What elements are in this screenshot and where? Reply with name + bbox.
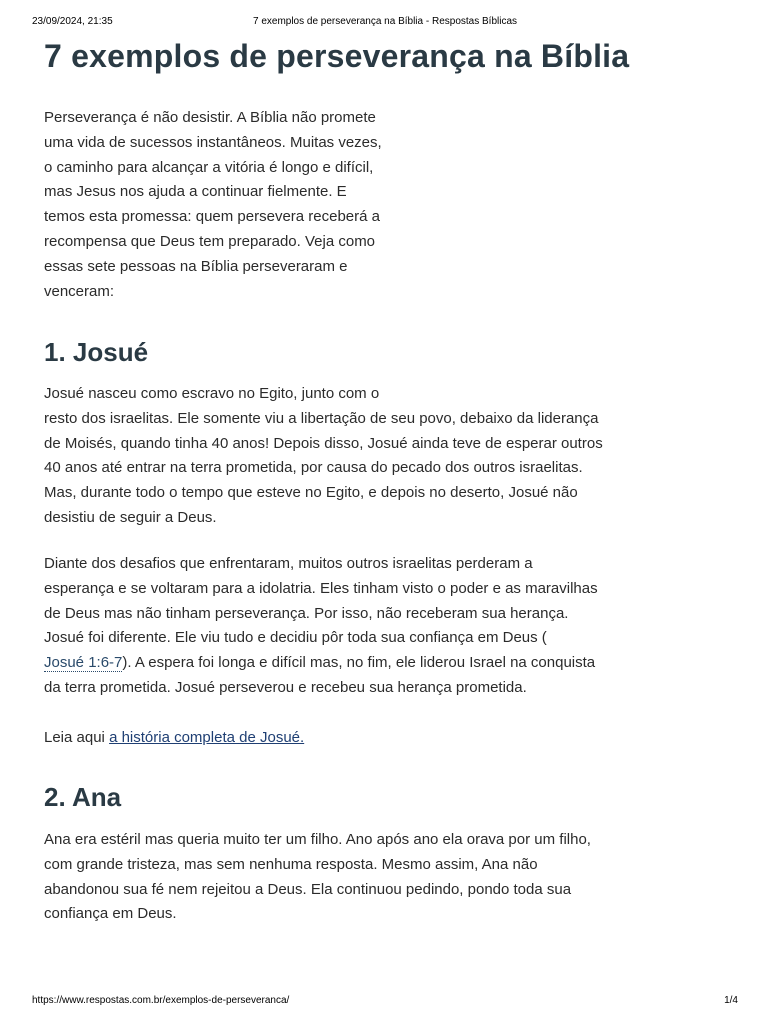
intro-paragraph (44, 106, 404, 304)
text-line: 40 anos até entrar na terra prometida, por causa do pecado dos outros israelitas. (44, 459, 583, 477)
ana-paragraph-1 (44, 828, 644, 927)
article-title: 7 exemplos de perseverança na Bíblia (44, 38, 630, 74)
text-line: resto dos israelitas. Ele somente viu a libertação de seu povo, debaixo da liderança (44, 409, 599, 427)
text-line: recompensa que Deus tem preparado. Veja como (44, 232, 376, 250)
text-line: desistiu de seguir a Deus. (44, 508, 217, 526)
print-url: https://www.respostas.com.br/exemplos-de-perseveranca/ (32, 995, 290, 1006)
text-line: esperança e se voltaram para a idolatria. Eles tinham visto o poder e as maravilhas (44, 579, 598, 597)
print-date: 23/09/2024, 21:35 (32, 16, 113, 27)
text-line: confiança em Deus. (44, 905, 177, 923)
page-number: 1/4 (724, 995, 738, 1006)
text-line: Josué foi diferente. Ele viu tudo e decidiu pôr toda sua confiança em Deus ( (44, 629, 547, 647)
text-line: Mas, durante todo o tempo que esteve no Egito, e depois no deserto, Josué não (44, 484, 578, 502)
text-line: Diante dos desafios que enfrentaram, muitos outros israelitas perderam a (44, 555, 533, 572)
text-line: abandonou sua fé nem rejeitou a Deus. Ela continuou pedindo, pondo toda sua (44, 880, 572, 898)
full-story-link[interactable]: a história completa de Josué. (109, 729, 305, 746)
text-line: o caminho para alcançar a vitória é longo e difícil, (44, 158, 374, 176)
text-line: venceram: (44, 282, 115, 300)
text-line: de Moisés, quando tinha 40 anos! Depois disso, Josué ainda teve de esperar outros (44, 434, 603, 452)
josue-paragraph-1 (44, 382, 644, 531)
text-line: da terra prometida. Josué perseverou e recebeu sua herança prometida. (44, 678, 527, 696)
print-document-title: 7 exemplos de perseverança na Bíblia - Respostas Bíblicas (252, 16, 518, 27)
text-line: com grande tristeza, mas sem nenhuma resposta. Mesmo assim, Ana não (44, 855, 538, 873)
section-heading-ana: 2. Ana (44, 782, 122, 812)
text-line: de Deus mas não tinham perseverança. Por isso, não receberam sua herança. (44, 604, 569, 622)
josue-paragraph-2 (44, 552, 644, 701)
section-heading-josue: 1. Josué (44, 337, 149, 367)
read-more-prefix: Leia aqui (44, 729, 110, 746)
bible-reference-link[interactable]: Josué 1:6-7 (44, 654, 123, 672)
text-line: temos esta promessa: quem persevera receberá a (44, 208, 380, 226)
text-line: Ana era estéril mas queria muito ter um filho. Ano após ano ela orava por um filho, (44, 831, 591, 848)
text-line: essas sete pessoas na Bíblia perseveraram e (44, 257, 348, 275)
text-line: Josué nasceu como escravo no Egito, junto com o (44, 385, 380, 402)
text-line: mas Jesus nos ajuda a continuar fielmente. E (44, 183, 347, 201)
read-more-line (44, 726, 644, 751)
text-line: uma vida de sucessos instantâneos. Muitas vezes, (44, 133, 382, 151)
text-line: ). A espera foi longa e difícil mas, no fim, ele liderou Israel na conquista (122, 654, 596, 672)
text-line: Perseverança é não desistir. A Bíblia não promete (44, 109, 376, 126)
